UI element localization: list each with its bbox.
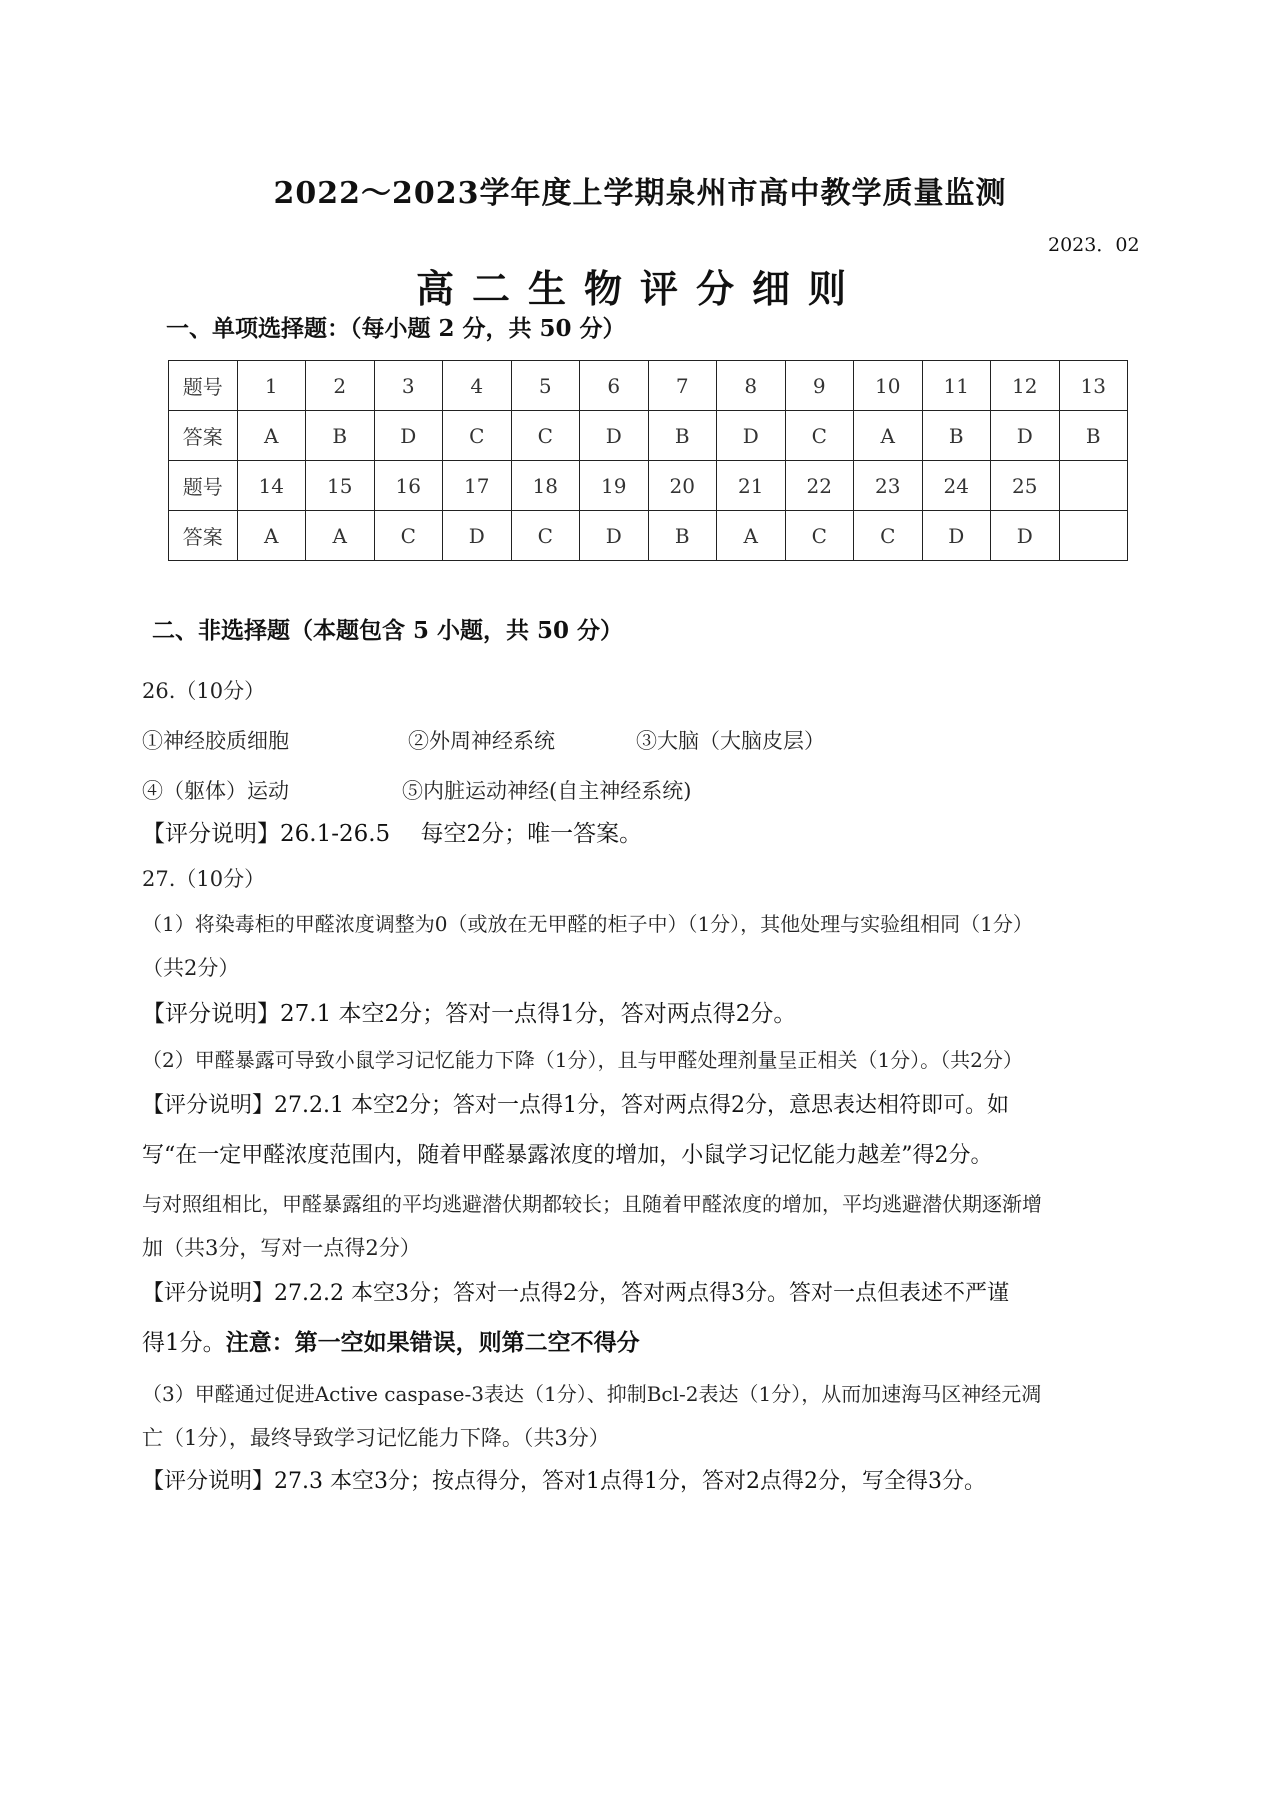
table-cell: C — [785, 411, 854, 461]
table-cell: 11 — [922, 361, 991, 411]
document-subtitle: 高二生物评分细则 — [415, 266, 864, 311]
table-cell: 10 — [854, 361, 923, 411]
q26-answer-1: ①神经胶质细胞 — [142, 729, 289, 753]
table-row — [169, 361, 1128, 411]
table-cell: C — [785, 511, 854, 561]
table-cell: C — [511, 511, 580, 561]
table-cell: 13 — [1059, 361, 1128, 411]
table-cell: 18 — [511, 461, 580, 511]
table-cell: 12 — [991, 361, 1060, 411]
table-cell: 5 — [511, 361, 580, 411]
table-cell: C — [443, 411, 512, 461]
table-cell: 22 — [785, 461, 854, 511]
table-cell: B — [1059, 411, 1128, 461]
section2-heading: 二、非选择题（本题包含 5 小题，共 50 分） — [152, 617, 624, 644]
row-label: 答案 — [169, 511, 238, 561]
q26-answer-2: ②外周神经系统 — [408, 729, 555, 753]
table-cell: D — [443, 511, 512, 561]
q26-scoring-note: 【评分说明】26.1-26.5 每空2分；唯一答案。 — [142, 821, 643, 847]
table-cell — [1059, 461, 1128, 511]
table-cell: 1 — [237, 361, 306, 411]
table-cell: D — [580, 511, 649, 561]
table-cell: 14 — [237, 461, 306, 511]
document-date: 2023．02 — [1048, 234, 1140, 256]
table-row — [169, 411, 1128, 461]
table-cell: A — [237, 511, 306, 561]
table-cell: 16 — [374, 461, 443, 511]
q27-part3-line2: 亡（1分），最终导致学习记忆能力下降。（共3分） — [142, 1426, 610, 1450]
table-cell: 7 — [648, 361, 717, 411]
table-cell: D — [922, 511, 991, 561]
q27-part3-line1: （3）甲醛通过促进Active caspase-3表达（1分）、抑制Bcl-2表达（1分），从而加速海马区神经元凋 — [142, 1382, 1042, 1406]
table-cell: 25 — [991, 461, 1060, 511]
table-cell: 3 — [374, 361, 443, 411]
table-cell: B — [648, 411, 717, 461]
table-cell: A — [306, 511, 375, 561]
q26-answer-3: ③大脑（大脑皮层） — [636, 729, 825, 753]
table-cell: 4 — [443, 361, 512, 411]
table-cell: 21 — [717, 461, 786, 511]
section1-heading: 一、单项选择题：（每小题 2 分，共 50 分） — [166, 315, 626, 342]
q27-title: 27.（10分） — [142, 867, 266, 891]
q27-part2-2-line2: 加（共3分，写对一点得2分） — [142, 1236, 421, 1260]
q27-3-scoring-note: 【评分说明】27.3 本空3分；按点得分，答对1点得1分，答对2点得2分，写全得3分。 — [142, 1469, 986, 1494]
q27-2-1-scoring-note-line2: 写“在一定甲醛浓度范围内，随着甲醛暴露浓度的增加，小鼠学习记忆能力越差”得2分。 — [142, 1143, 993, 1168]
row-label: 题号 — [169, 361, 238, 411]
table-cell: D — [717, 411, 786, 461]
table-cell: A — [717, 511, 786, 561]
table-cell: D — [580, 411, 649, 461]
table-cell: D — [374, 411, 443, 461]
table-cell: 24 — [922, 461, 991, 511]
table-cell: 15 — [306, 461, 375, 511]
table-cell: 8 — [717, 361, 786, 411]
table-cell: 9 — [785, 361, 854, 411]
q26-title: 26.（10分） — [142, 679, 266, 703]
table-cell: 17 — [443, 461, 512, 511]
table-cell: A — [854, 411, 923, 461]
q27-2-2-scoring-note-line1: 【评分说明】27.2.2 本空3分；答对一点得2分，答对两点得3分。答对一点但表述不严谨 — [142, 1281, 1009, 1306]
table-cell: A — [237, 411, 306, 461]
table-cell: B — [306, 411, 375, 461]
q27-2-1-scoring-note-line1: 【评分说明】27.2.1 本空2分；答对一点得1分，答对两点得2分，意思表达相符即可。如 — [142, 1093, 1009, 1118]
table-cell: 19 — [580, 461, 649, 511]
table-cell — [1059, 511, 1128, 561]
table-cell: C — [854, 511, 923, 561]
answer-table — [168, 360, 1128, 561]
table-cell: C — [374, 511, 443, 561]
row-label: 题号 — [169, 461, 238, 511]
table-cell: 20 — [648, 461, 717, 511]
table-cell: B — [648, 511, 717, 561]
table-cell: C — [511, 411, 580, 461]
table-cell: 6 — [580, 361, 649, 411]
table-cell: 2 — [306, 361, 375, 411]
table-row — [169, 511, 1128, 561]
q26-answer-5: ⑤内脏运动神经(自主神经系统) — [402, 779, 692, 803]
q27-part1-line1: （1）将染毒柜的甲醛浓度调整为0（或放在无甲醛的柜子中）（1分），其他处理与实验组相同（1分） — [142, 912, 1033, 936]
q27-2-2-scoring-note-line2-text: 得1分。 — [142, 1330, 226, 1356]
q26-answer-4: ④（躯体）运动 — [142, 779, 289, 803]
q27-1-scoring-note: 【评分说明】27.1 本空2分；答对一点得1分，答对两点得2分。 — [142, 1001, 797, 1027]
table-cell: D — [991, 411, 1060, 461]
q27-2-2-scoring-note-line2 — [142, 1324, 640, 1357]
q27-part2-2-line1: 与对照组相比，甲醛暴露组的平均逃避潜伏期都较长；且随着甲醛浓度的增加，平均逃避潜伏期逐渐增 — [142, 1192, 1042, 1216]
table-cell: B — [922, 411, 991, 461]
table-cell: 23 — [854, 461, 923, 511]
document-title: 2022～2023学年度上学期泉州市高中教学质量监测 — [273, 176, 1007, 211]
q27-attention-note: 注意：第一空如果错误，则第二空不得分 — [225, 1329, 640, 1356]
table-cell: D — [991, 511, 1060, 561]
table-row — [169, 461, 1128, 511]
q27-part2: （2）甲醛暴露可导致小鼠学习记忆能力下降（1分），且与甲醛处理剂量呈正相关（1分）。（共2分） — [142, 1048, 1023, 1072]
q27-part1-line2: （共2分） — [142, 956, 240, 980]
row-label: 答案 — [169, 411, 238, 461]
